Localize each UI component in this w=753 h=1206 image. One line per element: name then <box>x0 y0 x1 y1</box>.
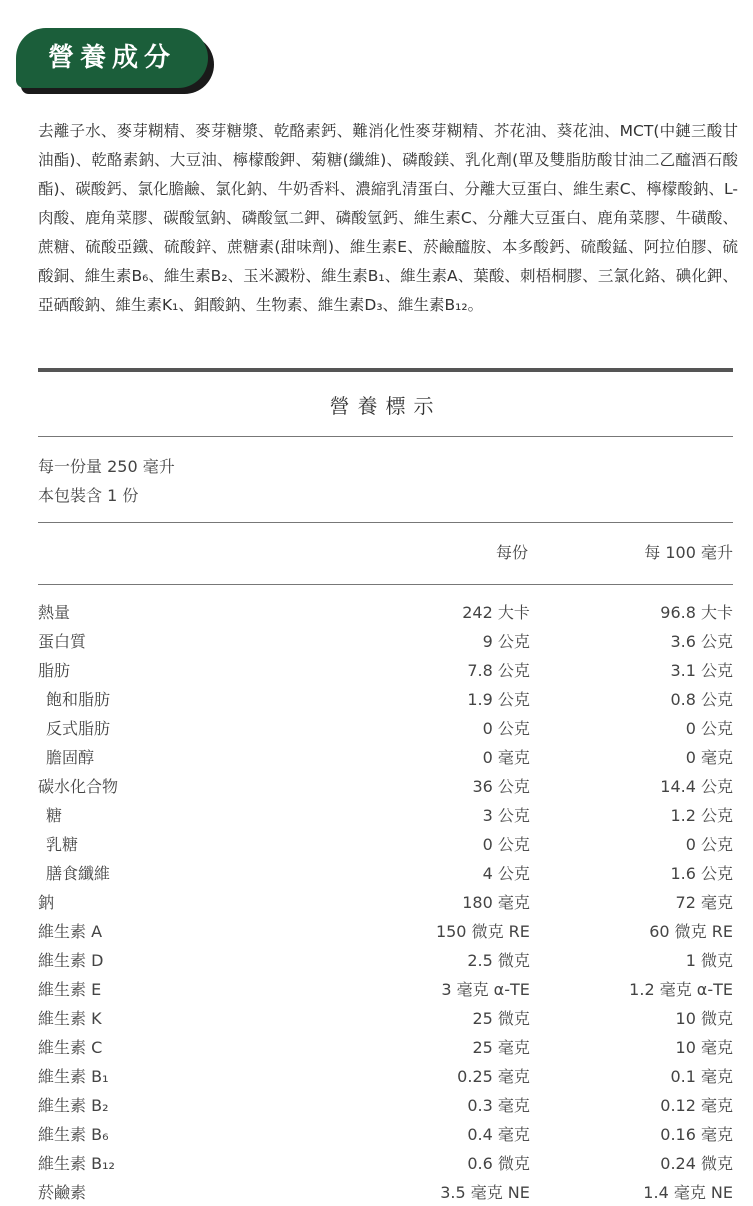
column-header-per-serving: 每份 <box>495 543 528 562</box>
ingredients-list: 去離子水、麥芽糊精、麥芽糖漿、乾酪素鈣、難消化性麥芽糊精、芥花油、葵花油、MCT(中鏈三酸甘油酯)、乾酪素鈉、大豆油、檸檬酸鉀、菊糖(纖維)、磷酸鎂、乳化劑(單及雙脂肪酸甘油二乙醯酒石酸酯)、碳酸鈣、氯化膽鹼、氯化鈉、牛奶香料、濃縮乳清蛋白、分離大豆蛋白、維生素C、檸檬酸鈉、L-肉酸、鹿角菜膠、碳酸氫鈉、磷酸氫二鉀、磷酸氫鈣、維生素C、分離大豆蛋白、鹿角菜膠、牛磺酸、蔗糖、硫酸亞鐵、硫酸鋅、蔗糖素(甜味劑)、維生素E、菸鹼醯胺、本多酸鈣、硫酸錳、阿拉伯膠、硫酸銅、維生素B₆、維生素B₂、玉米澱粉、維生素B₁、維生素A、葉酸、刺梧桐膠、三氯化鉻、碘化鉀、亞硒酸鈉、維生素K₁、鉬酸鈉、生物素、維生素D₃、維生素B₁₂。 <box>38 122 738 314</box>
nutrient-name: 膽固醇 <box>46 748 95 767</box>
nutrient-name: 維生素 A <box>38 922 103 941</box>
value-per-serving: 3 公克 <box>482 806 530 825</box>
value-per-100ml: 1 微克 <box>685 951 733 970</box>
value-per-serving: 25 微克 <box>472 1009 530 1028</box>
value-per-serving: 25 毫克 <box>472 1038 530 1057</box>
page-title: 營養成分 <box>16 28 208 88</box>
value-per-100ml: 0 公克 <box>685 835 733 854</box>
value-per-100ml: 3.1 公克 <box>670 661 733 680</box>
value-per-serving: 0 公克 <box>482 719 530 738</box>
nutrient-name: 膳食纖維 <box>46 864 111 883</box>
nutrition-row <box>38 1032 733 1061</box>
value-per-100ml: 0 公克 <box>685 719 733 738</box>
nutrient-name: 鈉 <box>38 893 55 912</box>
nutrient-name: 熱量 <box>38 603 71 622</box>
value-per-serving: 1.9 公克 <box>467 690 530 709</box>
value-per-100ml: 60 微克 RE <box>649 922 733 941</box>
nutrient-name: 蛋白質 <box>38 632 87 651</box>
value-per-serving: 3.5 毫克 NE <box>440 1183 530 1202</box>
value-per-serving: 36 公克 <box>472 777 530 796</box>
nutrition-row <box>38 1090 733 1119</box>
value-per-serving: 7.8 公克 <box>467 661 530 680</box>
column-header-per-100ml: 每 100 毫升 <box>644 543 733 562</box>
nutrition-row <box>38 655 733 684</box>
value-per-serving: 0.3 毫克 <box>467 1096 530 1115</box>
value-per-serving: 150 微克 RE <box>435 922 530 941</box>
nutrient-name: 維生素 B₂ <box>38 1096 109 1115</box>
value-per-serving: 0 公克 <box>482 835 530 854</box>
value-per-serving: 9 公克 <box>482 632 530 651</box>
value-per-100ml: 10 毫克 <box>675 1038 733 1057</box>
nutrition-row <box>38 1177 733 1206</box>
value-per-100ml: 0.12 毫克 <box>660 1096 733 1115</box>
value-per-serving: 3 毫克 α-TE <box>441 980 530 999</box>
header-divider <box>38 584 733 585</box>
value-per-100ml: 1.2 公克 <box>670 806 733 825</box>
value-per-serving: 180 毫克 <box>462 893 530 912</box>
nutrition-row <box>38 597 733 626</box>
nutrient-name: 飽和脂肪 <box>46 690 111 709</box>
serving-divider <box>38 522 733 523</box>
nutrition-row <box>38 974 733 1003</box>
nutrient-name: 維生素 D <box>38 951 104 970</box>
value-per-100ml: 1.4 毫克 NE <box>643 1183 733 1202</box>
value-per-serving: 242 大卡 <box>462 603 530 622</box>
nutrition-row <box>38 916 733 945</box>
value-per-100ml: 0.24 微克 <box>660 1154 733 1173</box>
value-per-serving: 0.25 毫克 <box>457 1067 530 1086</box>
nutrition-row <box>38 1148 733 1177</box>
value-per-100ml: 72 毫克 <box>675 893 733 912</box>
value-per-100ml: 0 毫克 <box>685 748 733 767</box>
nutrient-name: 乳糖 <box>46 835 79 854</box>
nutrition-table <box>38 597 733 1206</box>
nutrition-row <box>38 771 733 800</box>
value-per-100ml: 0.8 公克 <box>670 690 733 709</box>
value-per-serving: 0.4 毫克 <box>467 1125 530 1144</box>
value-per-100ml: 1.6 公克 <box>670 864 733 883</box>
label-top-rule <box>38 368 733 372</box>
nutrient-name: 菸鹼素 <box>38 1183 87 1202</box>
nutrient-name: 維生素 E <box>38 980 102 999</box>
nutrition-row <box>38 626 733 655</box>
nutrition-row <box>38 829 733 858</box>
nutrition-row <box>38 713 733 742</box>
value-per-100ml: 0.1 毫克 <box>670 1067 733 1086</box>
nutrient-name: 維生素 B₁₂ <box>38 1154 115 1173</box>
nutrition-label-title: 營養標示 <box>329 394 442 418</box>
value-per-serving: 0.6 微克 <box>467 1154 530 1173</box>
nutrition-row <box>38 945 733 974</box>
nutrition-row <box>38 1119 733 1148</box>
value-per-100ml: 0.16 毫克 <box>660 1125 733 1144</box>
value-per-100ml: 10 微克 <box>675 1009 733 1028</box>
value-per-100ml: 1.2 毫克 α-TE <box>629 980 733 999</box>
value-per-100ml: 3.6 公克 <box>670 632 733 651</box>
nutrition-row <box>38 1061 733 1090</box>
title-badge <box>16 28 216 98</box>
nutrient-name: 維生素 B₆ <box>38 1125 109 1144</box>
serving-size: 每一份量 250 毫升 <box>38 457 175 476</box>
value-per-100ml: 14.4 公克 <box>660 777 733 796</box>
nutrient-name: 碳水化合物 <box>38 777 119 796</box>
value-per-serving: 0 毫克 <box>482 748 530 767</box>
nutrition-row <box>38 887 733 916</box>
title-divider <box>38 436 733 437</box>
nutrient-name: 脂肪 <box>38 661 71 680</box>
nutrition-row <box>38 800 733 829</box>
nutrient-name: 反式脂肪 <box>46 719 111 738</box>
nutrient-name: 維生素 B₁ <box>38 1067 109 1086</box>
nutrition-row <box>38 684 733 713</box>
value-per-serving: 4 公克 <box>482 864 530 883</box>
nutrient-name: 糖 <box>46 806 63 825</box>
nutrient-name: 維生素 K <box>38 1009 102 1028</box>
nutrition-row <box>38 858 733 887</box>
nutrition-row <box>38 1003 733 1032</box>
value-per-serving: 2.5 微克 <box>467 951 530 970</box>
value-per-100ml: 96.8 大卡 <box>660 603 733 622</box>
nutrient-name: 維生素 C <box>38 1038 103 1057</box>
nutrition-row <box>38 742 733 771</box>
servings-per-pack: 本包裝含 1 份 <box>38 486 139 505</box>
